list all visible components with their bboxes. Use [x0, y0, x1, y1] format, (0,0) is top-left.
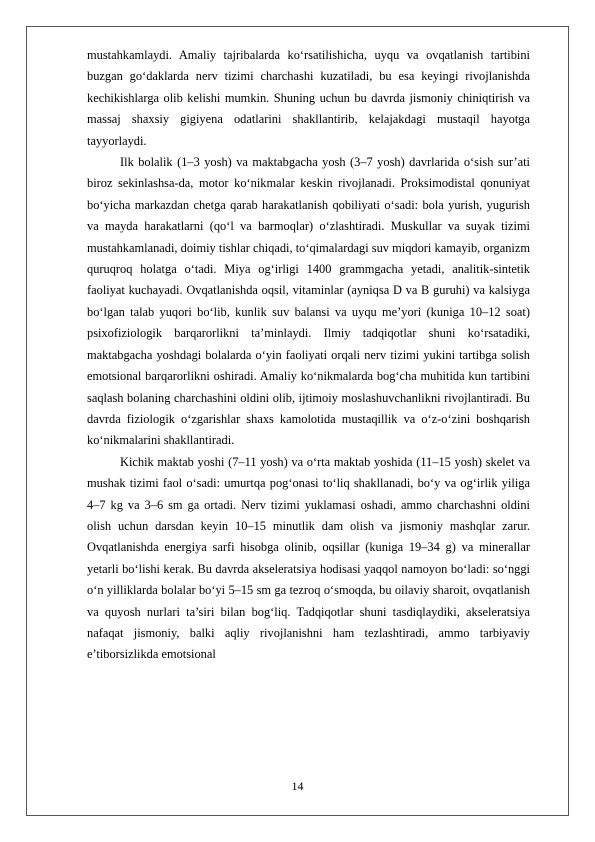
paragraph-continuation: mustahkamlaydi. Amaliy tajribalarda ko‘rsatilishicha, uyqu va ovqatlanish tartibini buzgan go‘daklarda nerv tizimi charchashi kuzatiladi, bu esa keyingi rivojlanishda kechikishlarga olib kelishi mumkin. Shuning uchun bu davrda jismoniy chiniqtirish va massaj shaxsiy gigiyena odatlarini shakllantirib, kelajakdagi mustaqil hayotga tayyorlaydi. — [87, 48, 530, 148]
page-body-text — [87, 45, 530, 666]
page-number: 14 — [291, 779, 304, 793]
paragraph-school-age: Kichik maktab yoshi (7–11 yosh) va o‘rta maktab yoshida (11–15 yosh) skelet va mushak tizimi faol o‘sadi: umurtqa pog‘onasi to‘liq shakllanadi, bo‘y va og‘irlik yiliga 4–7 kg va 3–6 sm ga ortadi. Nerv tizimi yuklamasi oshadi, ammo charchashni oldini olish uchun darsdan keyin 10–15 minutlik dam olish va jismoniy mashqlar zarur. Ovqatlanishda energiya sarfi hisobga olinib, oqsillar (kuniga 19–34 g) va minerallar yetarli bo‘lishi kerak. Bu davrda akseleratsiya hodisasi yaqqol namoyon bo‘ladi: so‘nggi o‘n yilliklarda bolalar bo‘yi 5–15 sm ga tezroq o‘smoqda, bu oilaviy sharoit, ovqatlanish va quyosh nurlari ta’siri bilan bog‘liq. Tadqiqotlar shuni tasdiqlaydiki, akseleratsiya nafaqat jismoniy, balki aqliy rivojlanishni ham tezlashtiradi, ammo tarbiyaviy e’tiborsizlikda emotsional — [87, 454, 530, 662]
paragraph-early-childhood: Ilk bolalik (1–3 yosh) va maktabgacha yosh (3–7 yosh) davrlarida o‘sish sur’ati biroz sekinlashsa-da, motor ko‘nikmalar keskin rivojlanadi. Proksimodistal qonuniyat bo‘yicha markazdan chetga qarab harakatlanish qobiliyati o‘sadi: bola yurish, yugurish va mayda harakatlarni (qo‘l va barmoqlar) o‘zlashtiradi. Muskullar va suyak tizimi mustahkamlanadi, doimiy tishlar chiqadi, to‘qimalardagi suv miqdori kamayib, organizm quruqroq holatga o‘tadi. Miya og‘irligi 1400 grammgacha yetadi, analitik-sintetik faoliyat kuchayadi. Ovqatlanishda oqsil, vitaminlar (ayniqsa D va B guruhi) va kalsiyga bo‘lgan talab yuqori bo‘lib, kunlik suv balansi va uyqu me’yori (kuniga 10–12 soat) psixofiziologik barqarorlikni ta’minlaydi. Ilmiy tadqiqotlar shuni ko‘rsatadiki, maktabgacha yoshdagi bolalarda o‘yin faoliyati orqali nerv tizimi yukini tartibga solish emotsional barqarorlikni oshiradi. Amaliy ko‘nikmalarda bog‘cha muhitida kun tartibini saqlash bolaning charchashini oldini olib, ijtimoiy moslashuvchanlikni rivojlantiradi. Bu davrda fiziologik o‘zgarishlar shaxs kamolotida mustaqillik va o‘z-o‘zini boshqarish ko‘nikmalarini shakllantiradi. — [87, 155, 530, 448]
